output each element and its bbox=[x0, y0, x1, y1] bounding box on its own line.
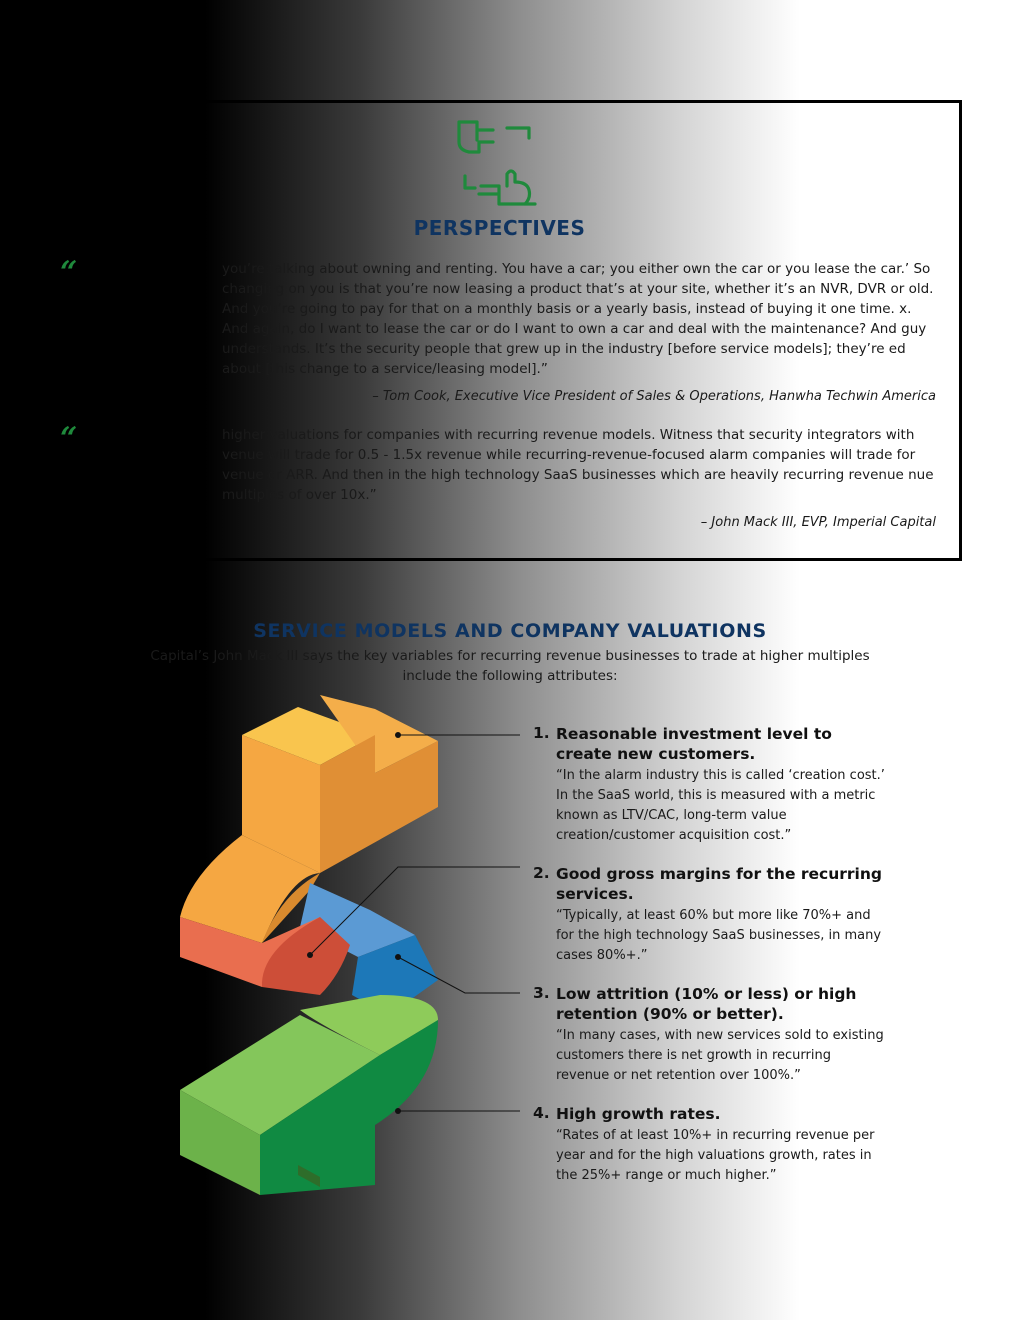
hands-framing-icon bbox=[455, 118, 541, 208]
section-title: SERVICE MODELS AND COMPANY VALUATIONS bbox=[253, 620, 767, 642]
item-body: “Rates of at least 10%+ in recurring revenue per year and for the high valuations growth, rates in the 25%+ range or much higher.” bbox=[556, 1128, 875, 1183]
section-subtitle: Capital’s John Mack III says the key variables for recurring revenue businesses to trade at higher multiples include the following attributes: bbox=[150, 648, 870, 684]
item-number: 1. bbox=[533, 724, 550, 742]
item-body: “Typically, at least 60% but more like 70%+ and for the high technology SaaS businesses, in many cases 80%+.” bbox=[556, 908, 882, 963]
quote-mark-icon: “ bbox=[60, 421, 78, 456]
item-body: “In the alarm industry this is called ‘creation cost.’ In the SaaS world, this is measured with a metric known as LTV/CAC, long-term value creation/customer acquisition cost.” bbox=[556, 768, 885, 843]
item-number: 2. bbox=[533, 864, 550, 882]
quote-text: higher valuations for companies with recurring revenue models. Witness that security integrators with venue will trade for 0.5 - 1.5x revenue while recurring-revenue-focused alarm companies will trade for venue or ARR. And then in the high technology SaaS businesses which are heavily recurring revenue nue multiples of over 10x.” bbox=[222, 427, 934, 503]
item-number: 3. bbox=[533, 984, 550, 1002]
item-body: “In many cases, with new services sold to existing customers there is net growth in recurring revenue or net retention over 100%.” bbox=[556, 1028, 884, 1083]
quote-mark-icon: “ bbox=[60, 255, 78, 290]
quote-attribution: – Tom Cook, Executive Vice President of Sales & Operations, Hanwha Techwin America bbox=[372, 389, 936, 404]
quote-text: you’re talking about owning and renting. You have a car; you either own the car or you lease the car.’ So changing on you is that you’re now leasing a product that’s at your site, whether it’s an NVR, DVR or old. And you’re going to pay for that on a monthly basis or a yearly basis, instead of buying it one time. x. And again, do I want to lease the car or do I want to own a car and deal with the maintenance? And guy understands. It’s the security people that grew up in the industry [before service models]; they’re ed about [this change to a service/leasing model].” bbox=[222, 261, 934, 377]
item-heading: Good gross margins for the recurring services. bbox=[556, 865, 882, 903]
item-number: 4. bbox=[533, 1104, 550, 1122]
item-heading: High growth rates. bbox=[556, 1105, 721, 1123]
item-heading: Low attrition (10% or less) or high retention (90% or better). bbox=[556, 985, 857, 1023]
item-heading: Reasonable investment level to create new customers. bbox=[556, 725, 832, 763]
dollar-sign-3d-graphic bbox=[170, 695, 520, 1205]
perspectives-title: PERSPECTIVES bbox=[413, 216, 586, 240]
quote-attribution: – John Mack III, EVP, Imperial Capital bbox=[700, 515, 936, 530]
